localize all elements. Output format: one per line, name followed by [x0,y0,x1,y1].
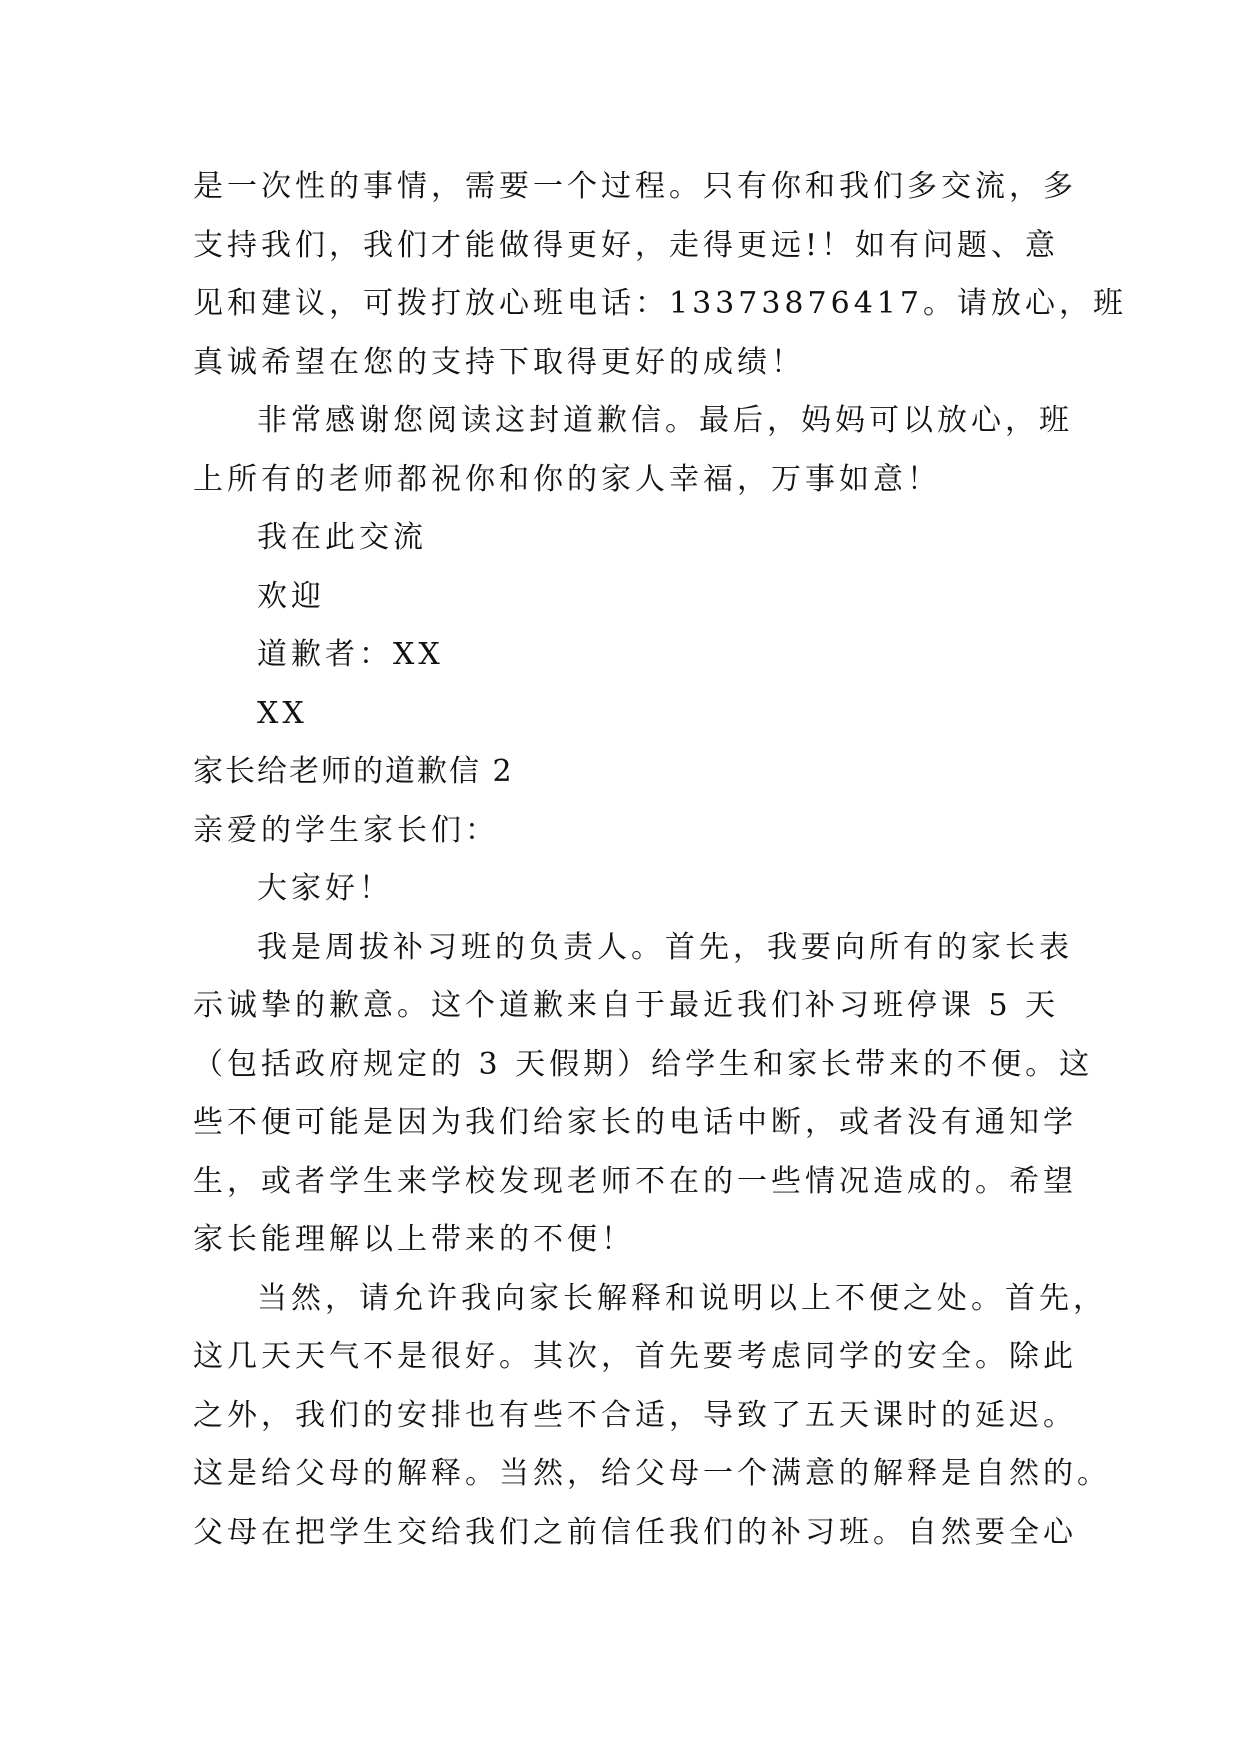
text-line: 见和建议，可拨打放心班电话：13373876417。请放心，班 [193,286,1127,321]
text-line: 支持我们，我们才能做得更好，走得更远!！如有问题、意 [193,227,1060,263]
closing-block [193,509,1063,743]
greeting: 大家好！ [257,871,393,906]
text-line: 当然，请允许我向家长解释和说明以上不便之处。首先， [257,1280,1107,1316]
closing-line: 欢迎 [257,578,325,614]
signature-date-line: XX [257,695,308,731]
salutation: 亲爱的学生家长们： [193,812,499,848]
text-line: 些不便可能是因为我们给家长的电话中断，或者没有通知学 [193,1105,1077,1140]
closing-line: 我在此交流 [257,520,427,555]
paragraph-explanation [193,1270,1111,1563]
signature-line: 道歉者：XX [257,637,444,672]
paragraph-continuation [193,158,1127,392]
text-line: 这几天天气不是很好。其次，首先要考虑同学的安全。除此 [193,1339,1077,1374]
text-line: （包括政府规定的 3 天假期）给学生和家长带来的不便。这 [193,1046,1094,1082]
text-line: 非常感谢您阅读这封道歉信。最后，妈妈可以放心，班 [257,403,1073,438]
text-line: 示诚挚的歉意。这个道歉来自于最近我们补习班停课 5 天 [193,988,1060,1023]
paragraph-apology [193,919,1094,1270]
text-line: 是一次性的事情，需要一个过程。只有你和我们多交流，多 [193,169,1077,204]
paragraph-thanks [193,392,1073,509]
document-page [193,158,1127,1562]
text-line: 这是给父母的解释。当然，给父母一个满意的解释是自然的。 [193,1456,1111,1491]
text-line: 之外，我们的安排也有些不合适，导致了五天课时的延迟。 [193,1397,1077,1433]
text-line: 我是周拔补习班的负责人。首先，我要向所有的家长表 [257,929,1073,965]
text-line: 家长能理解以上带来的不便！ [193,1222,635,1257]
section-title: 家长给老师的道歉信 2 [193,754,514,789]
text-line: 真诚希望在您的支持下取得更好的成绩！ [193,344,805,380]
text-line: 生，或者学生来学校发现老师不在的一些情况造成的。希望 [193,1163,1077,1199]
text-line: 上所有的老师都祝你和你的家人幸福，万事如意！ [193,461,941,497]
text-line: 父母在把学生交给我们之前信任我们的补习班。自然要全心 [193,1514,1077,1550]
